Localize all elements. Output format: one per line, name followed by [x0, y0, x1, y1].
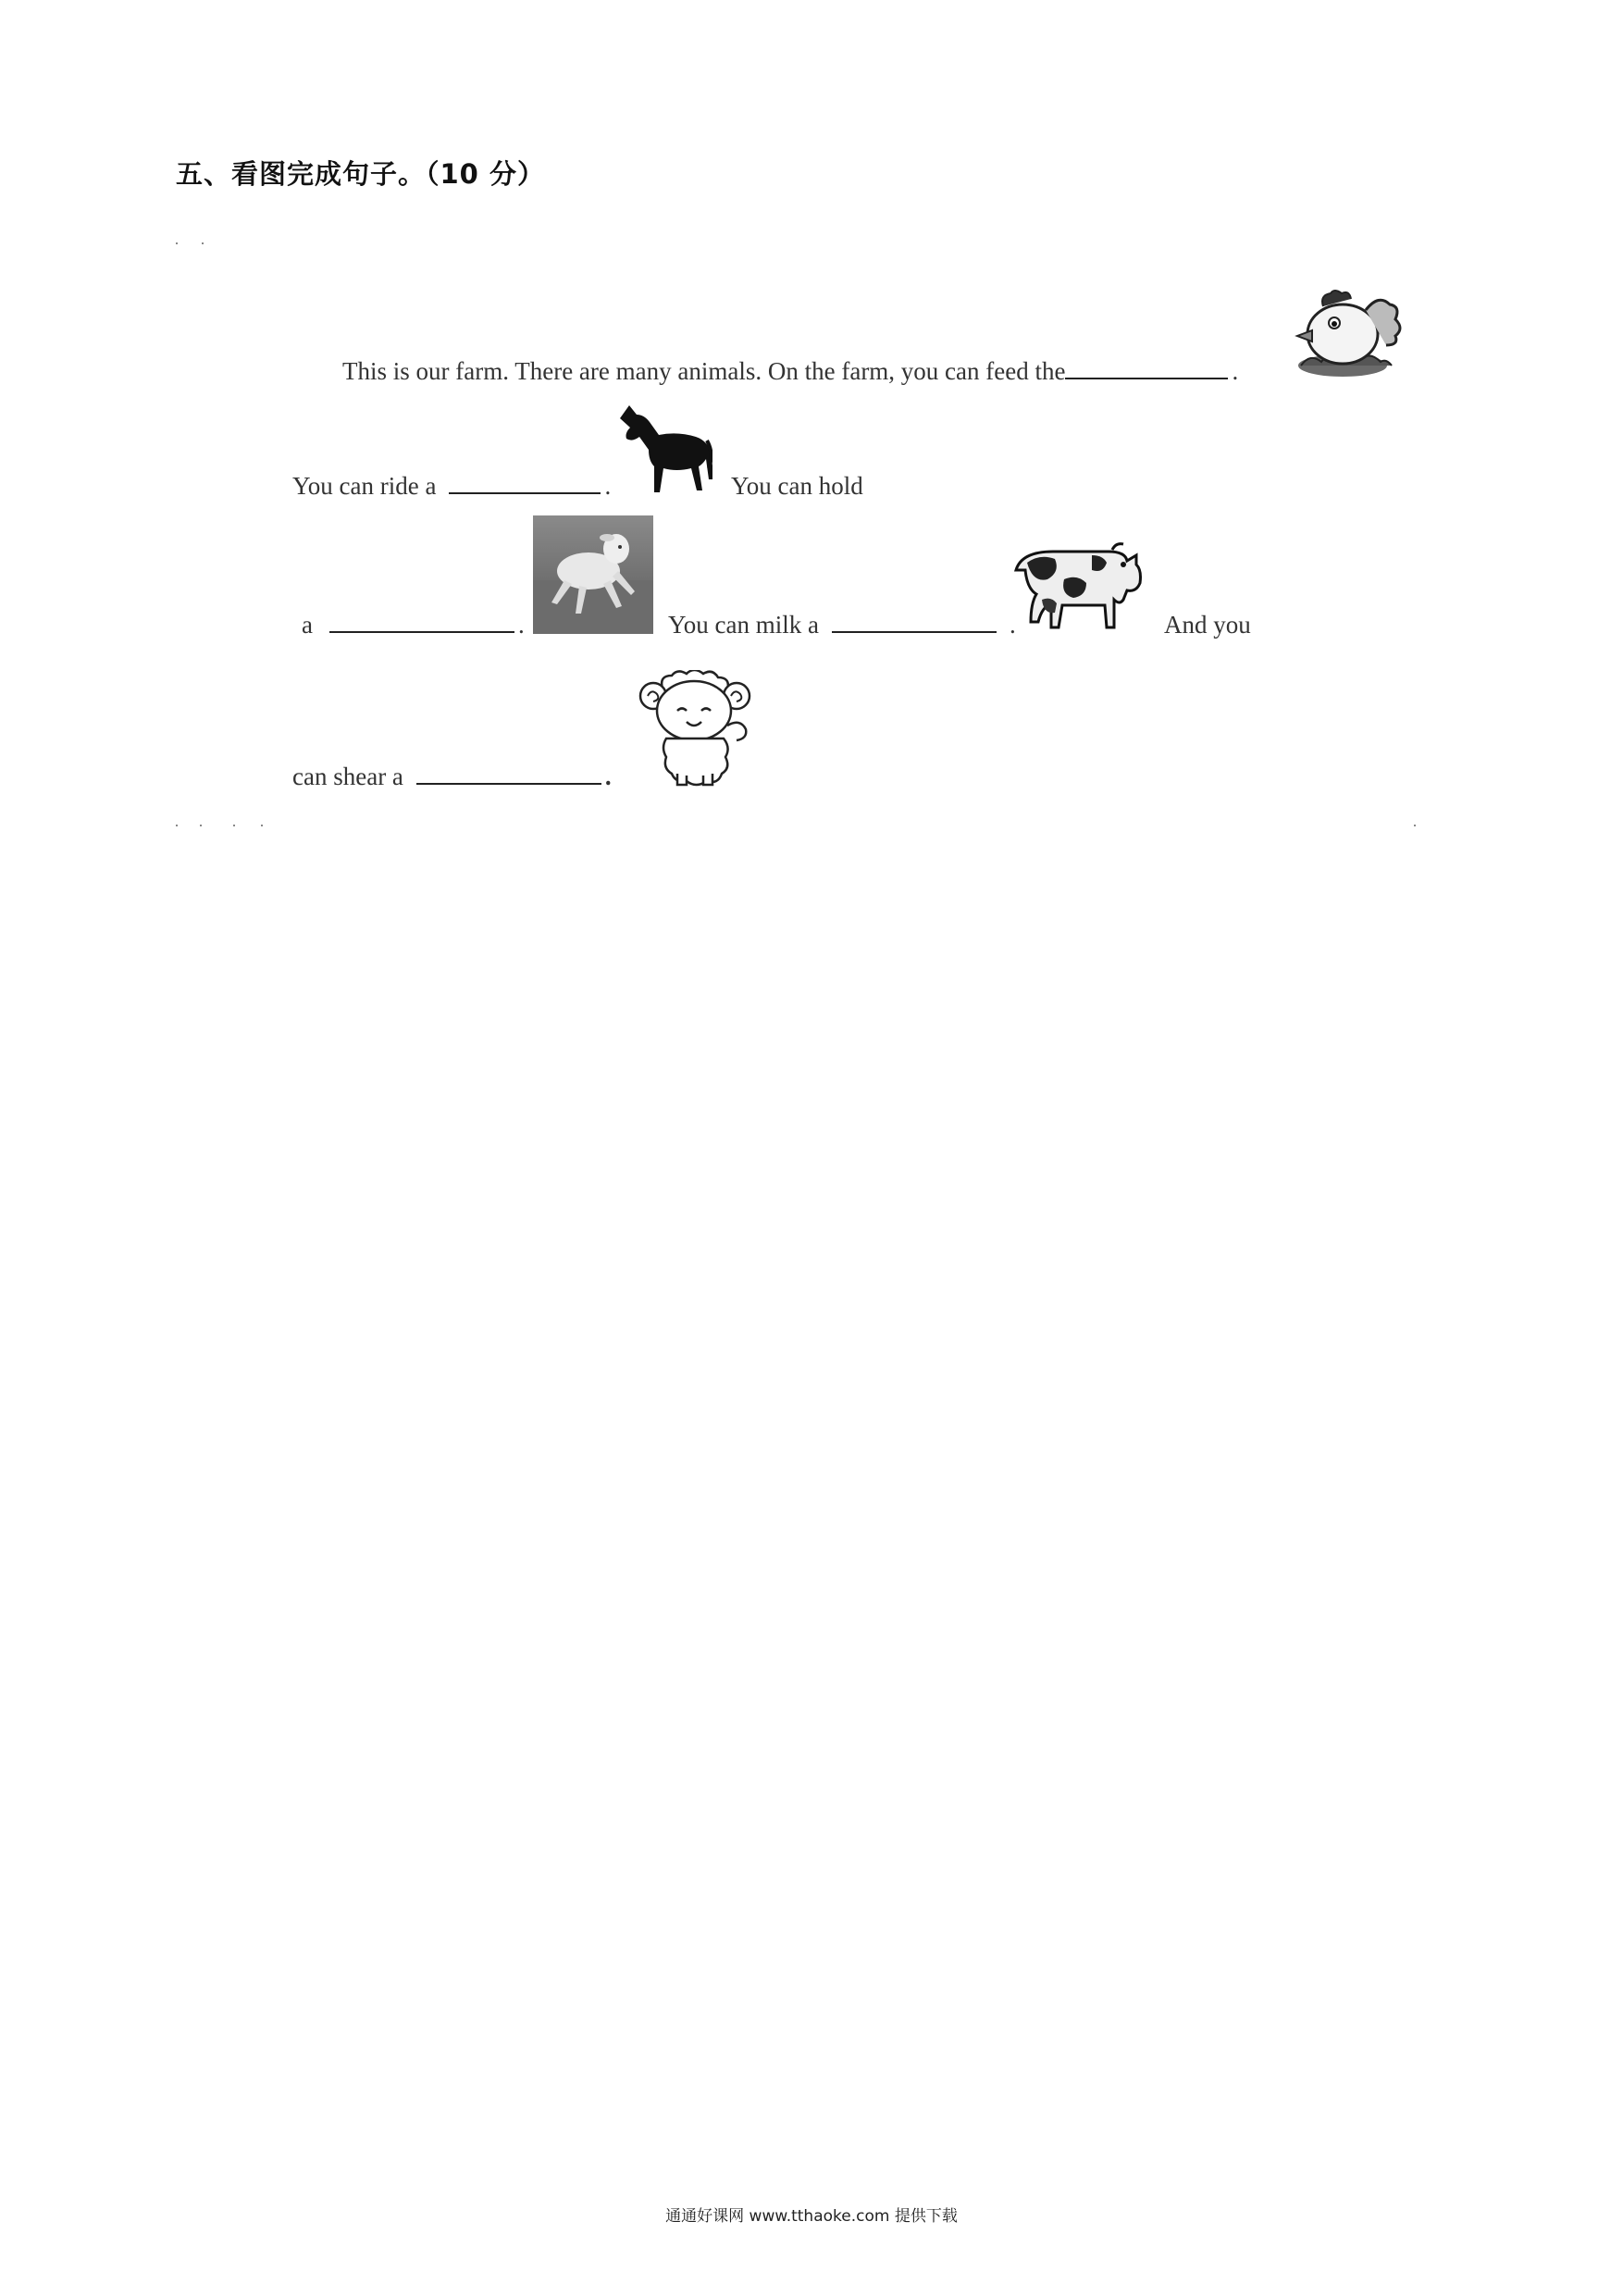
- sentence-shear: can shear a: [292, 763, 403, 790]
- period: .: [1232, 357, 1239, 385]
- hen-icon: [1292, 290, 1405, 380]
- exercise-line-3-mid: [668, 611, 1016, 639]
- scan-speck: [233, 825, 235, 826]
- scan-speck: [202, 242, 204, 244]
- lamb-photo: [533, 515, 653, 634]
- sentence-ride: You can ride a: [292, 472, 437, 500]
- answer-blank-1: [1065, 377, 1228, 379]
- cow-icon: [1009, 542, 1142, 639]
- section-heading: 五、看图完成句子。（10 分）: [176, 158, 545, 190]
- sentence-milk: You can milk a: [668, 611, 820, 639]
- period: .: [604, 763, 612, 790]
- scan-speck: [1414, 825, 1416, 826]
- horse-icon: [614, 402, 712, 492]
- answer-blank-2: [449, 491, 601, 494]
- exercise-line-1: [342, 357, 1238, 386]
- period: .: [1010, 611, 1016, 639]
- sentence-feed: This is our farm. There are many animals. On the farm, you can feed the: [342, 357, 1066, 385]
- period: .: [604, 472, 612, 500]
- answer-blank-5: [416, 782, 601, 785]
- scan-speck: [200, 825, 202, 826]
- exercise-line-2: [292, 472, 611, 501]
- sentence-and-you: And you: [1164, 611, 1251, 639]
- exercise-line-3: [302, 611, 525, 639]
- scan-speck: [176, 242, 178, 244]
- page-footer: 通通好课网 www.tthaoke.com 提供下载: [665, 2207, 958, 2226]
- scan-speck: [261, 825, 263, 826]
- sentence-hold: You can hold: [731, 472, 863, 500]
- article-a: a: [302, 611, 313, 639]
- sheep-icon: [635, 670, 757, 788]
- exercise-line-4: [292, 763, 612, 791]
- period: .: [517, 611, 525, 639]
- scan-speck: [176, 825, 178, 826]
- answer-blank-4: [832, 630, 997, 633]
- answer-blank-3: [329, 630, 514, 633]
